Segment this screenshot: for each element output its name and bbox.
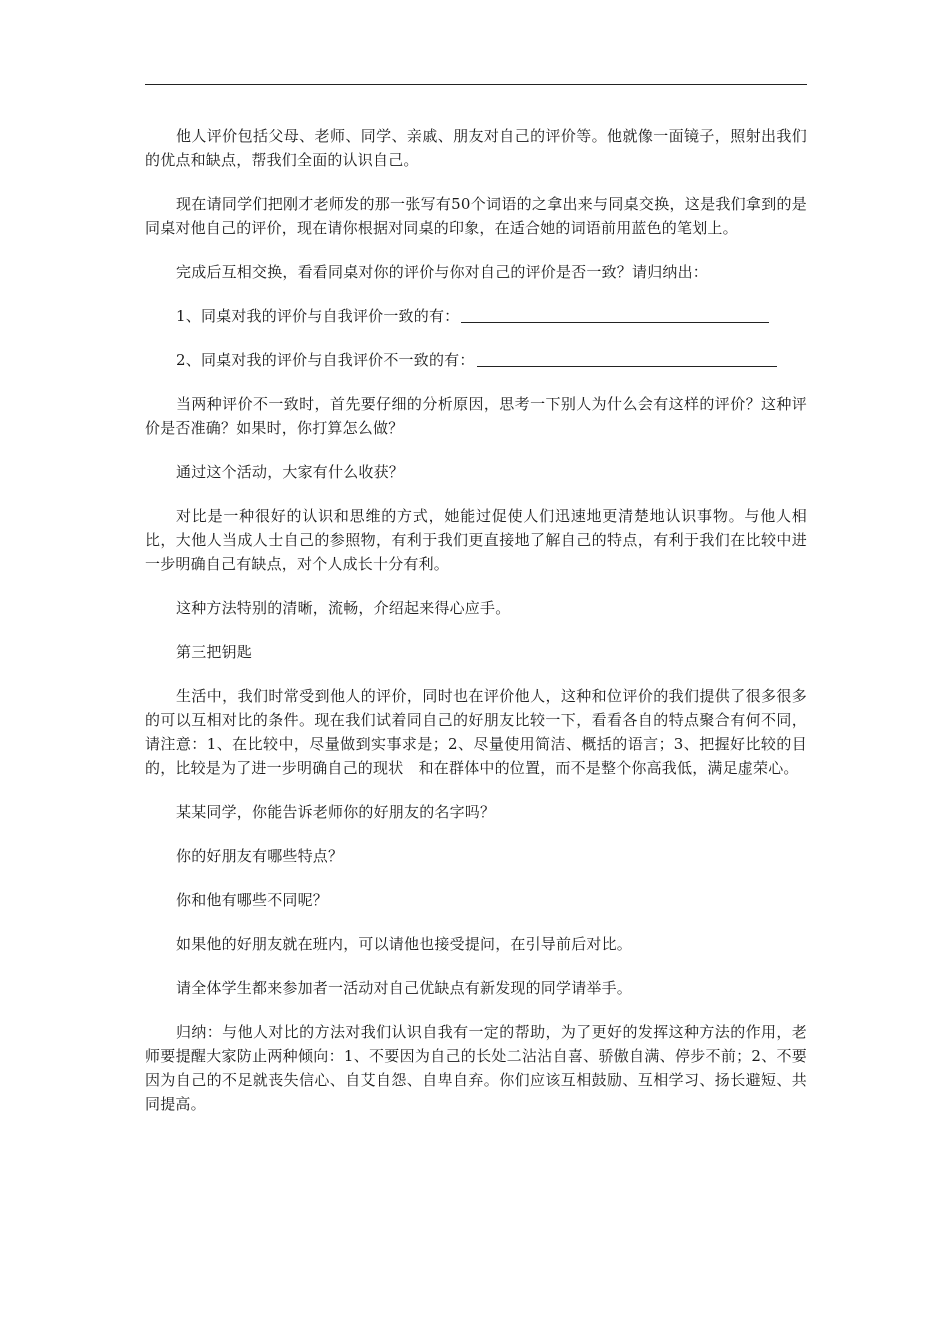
paragraph-harvest-question: 通过这个活动，大家有什么收获？ <box>176 463 405 481</box>
paragraph-exchange-instructions: 现在请同学们把刚才老师发的那一张写有50个词语的之拿出来与同桌交换，这是我们拿到的是同桌对他自己的评价，现在请你根据对同桌的印象，在适合她的词语前用蓝色的笔划上。 <box>145 195 807 237</box>
answer-blank-inconsistent[interactable] <box>477 350 777 367</box>
fill-in-consistent <box>145 304 807 328</box>
paragraph-compare-prompt: 完成后互相交换，看看同桌对你的评价与你对自己的评价是否一致？请归纳出： <box>176 263 709 281</box>
paragraph-analyze-reasons: 当两种评价不一致时，首先要仔细的分析原因，思考一下别人为什么会有这样的评价？这种评价是否准确？如果时，你打算怎么做？ <box>145 395 807 437</box>
answer-blank-consistent[interactable] <box>461 306 769 323</box>
fill-in-consistent-label: 1、同桌对我的评价与自我评价一致的有： <box>176 307 460 325</box>
section-heading-third-key: 第三把钥匙 <box>176 643 253 661</box>
question-differences: 你和他有哪些不同呢？ <box>176 891 329 909</box>
question-friend-traits: 你的好朋友有哪些特点？ <box>176 847 344 865</box>
paragraph-others-evaluation: 他人评价包括父母、老师、同学、亲戚、朋友对自己的评价等。他就像一面镜子，照射出我们的优点和缺点，帮我们全面的认识自己。 <box>145 127 807 169</box>
paragraph-compare-with-friend: 生活中，我们时常受到他人的评价，同时也在评价他人，这种和位评价的我们提供了很多很多的可以互相对比的条件。现在我们试着同自己的好朋友比较一下，看看各自的特点聚合有何不同，请注意：1、在比较中，尽量做到实事求是；2、尽量使用简洁、概括的语言；3、把握好比较的目的，比较是为了进一步明确自己的现状 和在群体中的位置，而不是整个你高我低，满足虚荣心。 <box>145 687 807 777</box>
paragraph-friend-in-class: 如果他的好朋友就在班内，可以请他也接受提问，在引导前后对比。 <box>176 935 633 953</box>
paragraph-method-comment: 这种方法特别的清晰，流畅，介绍起来得心应手。 <box>176 599 511 617</box>
question-friend-name: 某某同学，你能告诉老师你的好朋友的名字吗？ <box>176 803 496 821</box>
document-body <box>145 124 807 1136</box>
fill-in-inconsistent-label: 2、同桌对我的评价与自我评价不一致的有： <box>176 351 475 369</box>
fill-in-inconsistent <box>145 348 807 372</box>
paragraph-comparison-method: 对比是一种很好的认识和思维的方式，她能过促使人们迅速地更清楚地认识事物。与他人相比，大他人当成人士自己的参照物，有利于我们更直接地了解自己的特点，有利于我们在比较中进一步明确自己有缺点，对个人成长十分有利。 <box>145 507 807 573</box>
header-rule <box>145 84 807 85</box>
paragraph-raise-hands: 请全体学生都来参加者一活动对自己优缺点有新发现的同学请举手。 <box>176 979 633 997</box>
paragraph-summary: 归纳：与他人对比的方法对我们认识自我有一定的帮助，为了更好的发挥这种方法的作用，老师要提醒大家防止两种倾向：1、不要因为自己的长处二沾沾自喜、骄傲自满、停步不前；2、不要因为自己的不足就丧失信心、自艾自怨、自卑自弃。你们应该互相鼓励、互相学习、扬长避短、共同提高。 <box>145 1023 807 1113</box>
